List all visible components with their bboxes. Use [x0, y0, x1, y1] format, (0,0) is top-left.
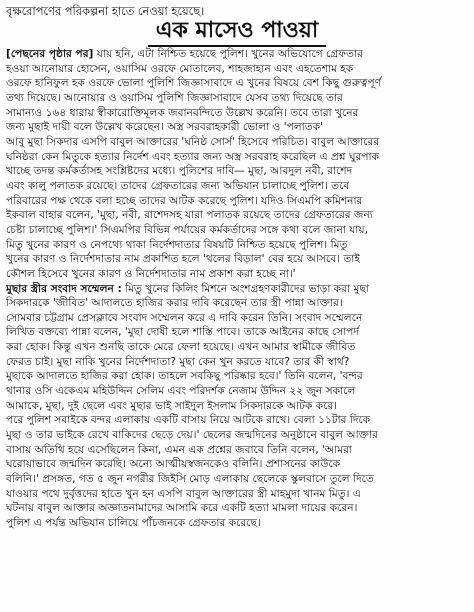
article-line: করা হোক। কিন্তু এখন শুনছি তাকে মেরে ফেলা হয়েছে। এখন আমার স্বামীকে জীবিত [6, 341, 356, 354]
article-line: ঘটনায় বাবুল আক্তার অজ্ঞাতনামাদের আসামি করে একটি হত্যা মামলা দায়ের করেন। [6, 502, 358, 515]
article-line: বাসায় অতিথি হয়ে এসেছিলেন কিনা, এমন এক প্রশ্নের জবাবে তিনি বলেন, 'আমরা [6, 443, 352, 456]
article-line: যাওয়ার পথে দুর্বৃত্তদের হাতে খুন হন এসপি বাবুল আক্তারের স্ত্রী মাহমুদা খানম মিতু। এ [6, 487, 361, 500]
article-line: সামান্যও ১৬৪ ধারায় স্বীকারোক্তিমূলক জবানবন্দিতে উল্লেখ করেনি। তবে তারা খুনের [6, 106, 359, 119]
article-line: পুলিশ এ পর্যন্ত অভিযান চালিয়ে পাঁচজনকে গ্রেফতার করেছে। [6, 517, 261, 529]
article-line: ইকবাল বাহার বলেন, 'মুছা, নবী, রাশেদসহ যারা পলাতক রয়েছে তাদের গ্রেফতারের জন্য [6, 209, 373, 222]
article-line: মুছাকে আদালতে হাজির করা হোক। তাহলে সবকিছু পরিষ্কার হবে।' তিনি বলেন, 'বন্দর [6, 370, 363, 383]
article-line: ঘনিষ্ঠরা কেন মিতুকে হত্যার নির্দেশ এবং হত্যার জন্য অস্ত্র সরবরাহ করেছিল এ প্রশ্ন ঘুরপাক [6, 150, 380, 163]
article-line: হওয়া আনোয়ার হোসেন, ওয়াসিম ওরফে মোতালেব, শাহজাহান এবং এহতেশাম হক [6, 62, 354, 75]
article-line: চেষ্টা চালাচ্ছে পুলিশ।' সিএমপির বিভিন্ন পর্যায়ের কর্মকর্তাদের সঙ্গে কথা বলে জানা যায়, [6, 223, 368, 236]
article-line: সোমবার চট্টগ্রাম প্রেসক্লাবে সংবাদ সম্মেলন করে এ দাবি করেন তিনি। সংবাদ সম্মেলনে [6, 311, 363, 324]
article-line: পরে পুলিশ সবাইকে বন্দর এলাকায় একটি বাসায় নিয়ে আটকে রাখে। বেলা ১১টার দিকে [6, 414, 371, 427]
article-line: থানার ওসি একেএম মহিউদ্দিন সেলিম এবং পরিদর্শক নেজাম উদ্দিন ২২ জুন সকালে [6, 385, 356, 398]
article-line: খুনের কারণ ও নির্দেশদাতার নাম প্রকাশিত হলে 'থলের বিড়াল' বের হয়ে আসবে। তাই [6, 253, 360, 266]
article-line: ফেরত চাই। মুছা নাকি খুনের নির্দেশদাতা? মুছা কেন খুন করতে যাবে? তার কী স্বার্থ? [6, 355, 350, 368]
subheading: মুছার স্ত্রীর সংবাদ সম্মেলন : [6, 282, 122, 295]
headline-container [0, 18, 474, 47]
article-line: মুছা ও তার ভাইকে রেখে বাকিদের ছেড়ে দেয়।' ছেলের জন্মদিনের অনুষ্ঠানে বাবুল আক্তার [6, 429, 378, 442]
article-line: এবং কালু পলাতক রয়েছে। তাদের গ্রেফতারের জন্য অভিযান চালাচ্ছে পুলিশ। তবে [6, 179, 350, 192]
article-line: ঘরোয়াভাবে জন্মদিন করেছি। অন্যে আত্মীয়স্বজনকেও বলিনি। প্রশাসনের কাউকে [6, 458, 341, 471]
continued-line: বৃক্ষরোপণের পরিকল্পনা হাতে নেওয়া হয়েছে। [6, 4, 205, 18]
article-line: [পেছনের পৃষ্ঠার পর] যায় হনি, এটা নিশ্চিত হয়েছে পুলিশ। খুনের অভিযোগে গ্রেফতার [6, 48, 363, 60]
article-line: লিখিত বক্তব্যে পান্না বলেন, 'মুছা দোষী হলে শাস্তি পাবে। তাকে আইনের কাছে সোপর্দ [6, 326, 360, 339]
headline: এক মাসেও পাওয়া [148, 18, 326, 47]
article-line: পরিবারের পক্ষ থেকে বলা হচ্ছে তাদের আটক করেছে পুলিশ। যদিও সিএমপি কমিশনার [6, 194, 363, 207]
article-line: খাচ্ছে তদন্ত কর্মকর্তাসহ সংশ্লিষ্টদের মধ্যে। পুলিশের দাবি— মুছা, আবদুল নবী, রাশেদ [6, 165, 353, 178]
article-body [6, 47, 468, 531]
article-line: বলিনি।' প্রসঙ্গত, গত ৫ জুন নগরীর জিইসি মোড় এলাকায় ছেলেকে স্কুলবাসে তুলে দিতে [6, 473, 374, 486]
article-line: ওরফে হানিফুল হক ওরফে ভোলা পুলিশি জিজ্ঞাসাবাদে এ খুনের বিষয়ে বেশ কিছু গুরুত্বপূর্ণ [6, 77, 382, 90]
article-line: আমাকে, মুছা, দুই ছেলে এবং মুছার ভাই সাইদুল ইসলাম সিকদারকে আটক করে। [6, 399, 338, 412]
article-line: তথ্য দিয়েছে। আনোয়ার ও ওয়াসিম পুলিশি জিজ্ঞাসাবাদে যেসব তথ্য দিয়েছে তার [6, 91, 343, 104]
article-line: সিকদারকে 'জীবিত' আদালতে হাজির করার দাবি করেছেন তার স্ত্রী পান্না আক্তার। [6, 297, 343, 310]
article-line: মিতু খুনের কারণ ও নেপথ্যে থাকা নির্দেশদাতার বিষয়টি নিশ্চিত হয়েছে পুলিশ। মিতু [6, 238, 348, 251]
article-line: কৌশল হিসেবে খুনের কারণ ও নির্দেশদাতার নাম প্রকাশ করা হচ্ছে না।' [6, 267, 296, 280]
article-line: জন্য মুছাই দায়ী বলে উল্লেখ করেছেন। অস্ত্র সরবরাহকারী ভোলা ও 'পলাতক' [6, 121, 324, 134]
article-line: মুছার স্ত্রীর সংবাদ সম্মেলন : মিতু খুনের কিলিং মিশনে অংশগ্রহণকারীদের ভাড়া করা মুছা [6, 282, 369, 295]
article-line: আবু মুছা সিকদার এসপি বাবুল আক্তারের 'ঘনিষ্ঠ সোর্স' হিসেবে পরিচিত। বাবুল আক্তারের [6, 135, 380, 148]
continued-from-marker: [পেছনের পৃষ্ঠার পর] [6, 48, 94, 60]
